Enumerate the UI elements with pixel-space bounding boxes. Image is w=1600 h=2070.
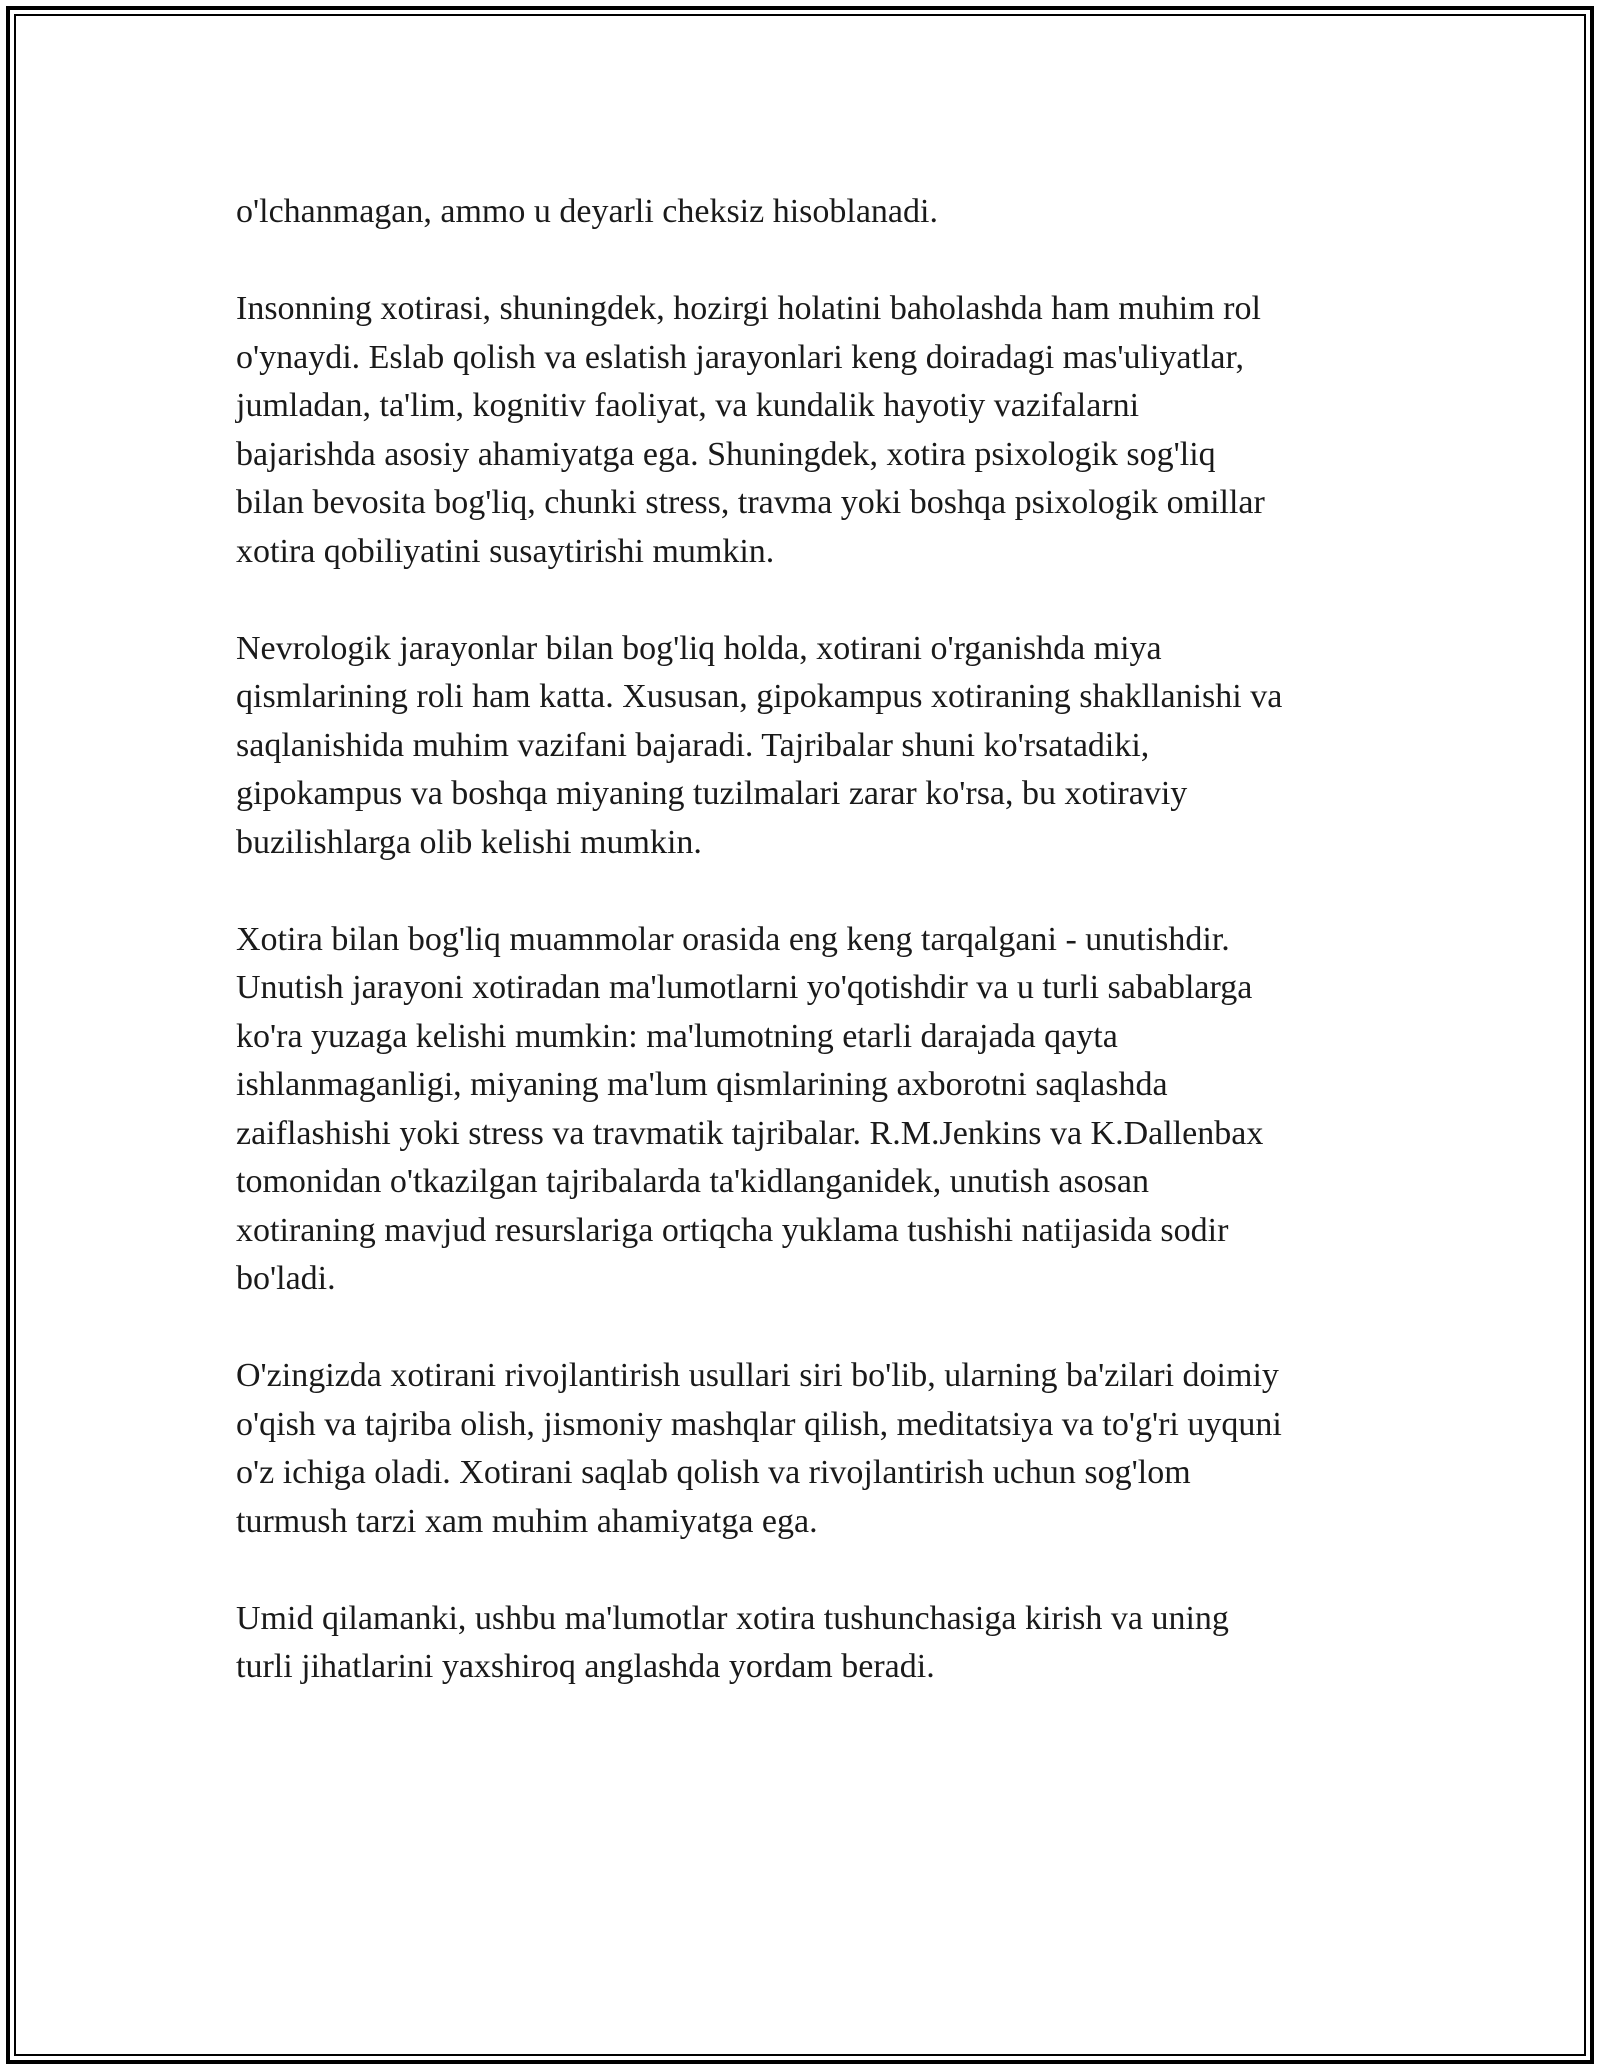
text-line: turmush tarzi xam muhim ahamiyatga ega.: [236, 1502, 818, 1540]
text-line: o'qish va tajriba olish, jismoniy mashqlar qilish, meditatsiya va to'g'ri uyquni: [236, 1405, 1282, 1443]
paragraph-2: [236, 285, 1381, 576]
text-line: gipokampus va boshqa miyaning tuzilmalari zarar ko'rsa, bu xotiraviy: [236, 775, 1188, 812]
text-line: saqlanishida muhim vazifani bajaradi. Tajribalar shuni ko'rsatadiki,: [236, 726, 1150, 764]
text-line: turli jihatlarini yaxshiroq anglashda yordam beradi.: [236, 1648, 935, 1685]
text-line: Unutish jarayoni xotiradan ma'lumotlarni yo'qotishdir va u turli sabablarga: [236, 969, 1253, 1006]
text-line: xotiraning mavjud resurslariga ortiqcha yuklama tushishi natijasida sodir: [236, 1211, 1229, 1249]
document-body: [236, 188, 1381, 1692]
text-line: ko'ra yuzaga kelishi mumkin: ma'lumotning etarli darajada qayta: [236, 1017, 1118, 1055]
text-line: Xotira bilan bog'liq muammolar orasida eng keng tarqalgani - unutishdir.: [236, 920, 1230, 958]
text-line: bo'ladi.: [236, 1260, 336, 1297]
text-line: xotira qobiliyatini susaytirishi mumkin.: [236, 532, 775, 570]
paragraph-6: [236, 1595, 1381, 1692]
text-line: O'zingizda xotirani rivojlantirish usullari siri bo'lib, ularning ba'zilari doimiy: [236, 1357, 1279, 1394]
text-line: Nevrologik jarayonlar bilan bog'liq holda, xotirani o'rganishda miya: [236, 629, 1162, 667]
text-line: Insonning xotirasi, shuningdek, hozirgi holatini baholashda ham muhim rol: [236, 290, 1261, 327]
text-line: tomonidan o'tkazilgan tajribalarda ta'kidlanganidek, unutish asosan: [236, 1163, 1150, 1200]
text-line: buzilishlarga olib kelishi mumkin.: [236, 823, 702, 861]
text-line: o'z ichiga oladi. Xotirani saqlab qolish va rivojlantirish uchun sog'lom: [236, 1454, 1191, 1491]
paragraph-5: [236, 1352, 1381, 1546]
text-line: jumladan, ta'lim, kognitiv faoliyat, va kundalik hayotiy vazifalarni: [236, 387, 1140, 424]
text-line: qismlarining roli ham katta. Xususan, gipokampus xotiraning shakllanishi va: [236, 678, 1283, 715]
text-line: bilan bevosita bog'liq, chunki stress, travma yoki boshqa psixologik omillar: [236, 484, 1265, 521]
text-line: Umid qilamanki, ushbu ma'lumotlar xotira tushunchasiga kirish va uning: [236, 1599, 1229, 1637]
text-line: zaiflashishi yoki stress va travmatik tajribalar. R.M.Jenkins va K.Dallenbax: [236, 1114, 1264, 1152]
text-line: o'ynaydi. Eslab qolish va eslatish jarayonlari keng doiradagi mas'uliyatlar,: [236, 338, 1244, 376]
text-line: o'lchanmagan, ammo u deyarli cheksiz hisoblanadi.: [236, 193, 938, 230]
paragraph-4: [236, 916, 1381, 1304]
paragraph-1: [236, 188, 1381, 237]
text-line: ishlanmaganligi, miyaning ma'lum qismlarining axborotni saqlashda: [236, 1066, 1168, 1103]
text-line: bajarishda asosiy ahamiyatga ega. Shuningdek, xotira psixologik sog'liq: [236, 435, 1216, 473]
paragraph-3: [236, 625, 1381, 868]
